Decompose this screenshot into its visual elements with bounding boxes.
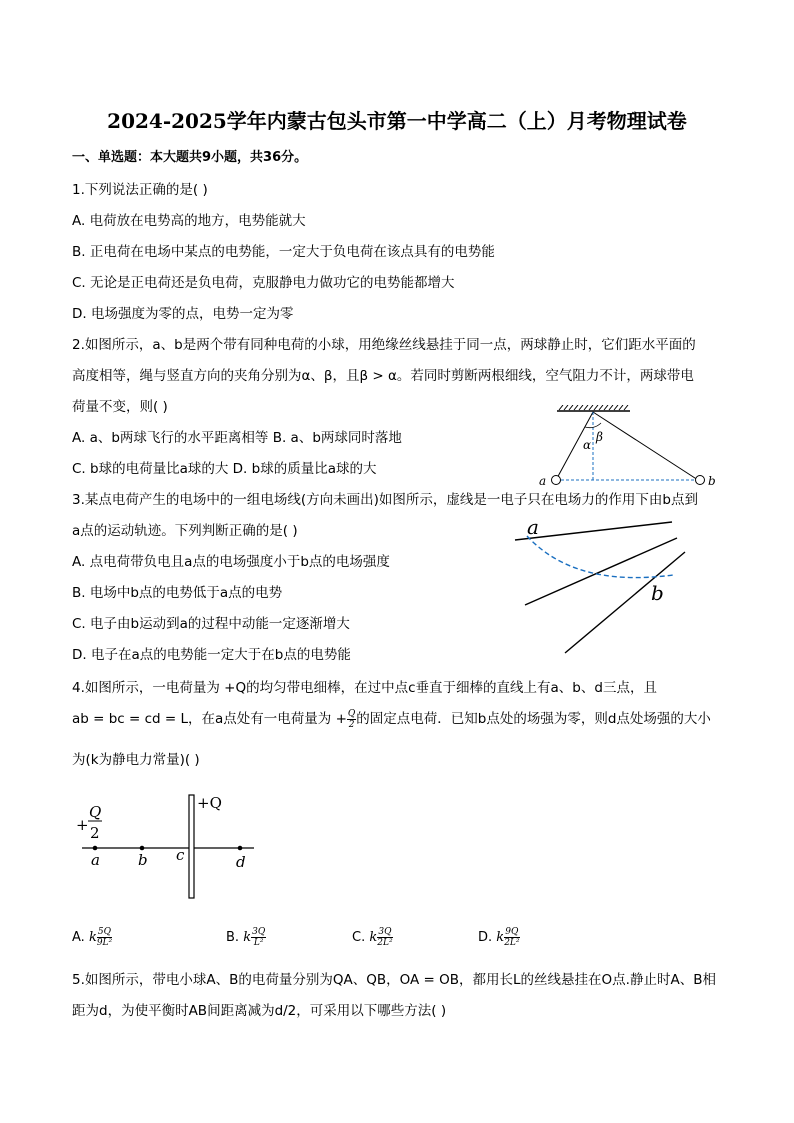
option-k: k [243, 930, 252, 945]
label-ball-a: a [539, 474, 547, 488]
q4-stem-line2 [72, 707, 711, 730]
label-c: c [176, 846, 185, 864]
q5-stem-line1: 5.如图所示，带电小球A、B的电荷量分别为QA、QB，OA = OB，都用长L的丝线悬挂在O点.静止时A、B相 [72, 972, 716, 988]
q2-options-cd: C. b球的电荷量比a球的大 D. b球的质量比a球的大 [72, 461, 377, 477]
frac-den: L² [253, 938, 264, 948]
q3-option-b: B. 电场中b点的电势低于a点的电势 [72, 585, 283, 601]
option-prefix: B. [226, 930, 240, 945]
frac-num: 3Q [378, 927, 392, 937]
q4-stem-line3: 为(k为静电力常量)( ) [72, 752, 200, 768]
point-d [238, 846, 243, 851]
option-fraction [97, 927, 112, 948]
rod-charge-label: +Q [197, 794, 222, 812]
option-k: k [369, 930, 378, 945]
q1-option-d: D. 电场强度为零的点，电势一定为零 [72, 306, 294, 322]
frac-den: 2L² [504, 938, 520, 948]
q4-option-b [226, 927, 266, 948]
charged-rod [189, 795, 194, 898]
ball-a [552, 476, 561, 485]
label-alpha: α [583, 438, 592, 452]
q3-option-c: C. 电子由b运动到a的过程中动能一定逐渐增大 [72, 616, 350, 632]
q2-figure [530, 405, 730, 490]
thread-b [593, 412, 698, 480]
q1-option-b: B. 正电荷在电场中某点的电势能，一定大于负电荷在该点具有的电势能 [72, 244, 495, 260]
page-title: 2024-2025学年内蒙古包头市第一中学高二（上）月考物理试卷 [107, 109, 687, 133]
q3-figure [505, 510, 695, 660]
option-prefix: C. [352, 930, 366, 945]
point-a [93, 846, 98, 851]
ceiling-hatch [559, 405, 628, 410]
q3-option-a: A. 点电荷带负电且a点的电场强度小于b点的电场强度 [72, 554, 390, 570]
label-ball-b: b [708, 474, 716, 488]
q2-stem-line2: 高度相等，绳与竖直方向的夹角分别为α、β，且β > α。若同时剪断两根细线，空气阻力不计，两球带电 [72, 368, 694, 384]
q4-figure [72, 790, 272, 905]
label-b: b [138, 851, 148, 869]
option-fraction [251, 927, 266, 948]
frac-den: 9L² [96, 938, 113, 948]
q4-option-c [352, 927, 393, 948]
q4-line2-post: 的固定点电荷．已知b点处的场强为零，则d点处场强的大小 [356, 711, 711, 727]
q2-stem-line3: 荷量不变，则( ) [72, 399, 168, 415]
point-charge-sign: + [76, 816, 89, 834]
q5-stem-line2: 距为d，为使平衡时AB间距离减为d/2，可采用以下哪些方法( ) [72, 1003, 447, 1019]
q2-options-ab: A. a、b两球飞行的水平距离相等 B. a、b两球同时落地 [72, 430, 402, 446]
point-b [140, 846, 145, 851]
q4-charge-fraction [347, 709, 356, 730]
point-charge-den: 2 [90, 824, 100, 842]
label-point-a: a [527, 515, 539, 539]
ball-b [696, 476, 705, 485]
q3-stem-line1: 3.某点电荷产生的电场中的一组电场线(方向未画出)如图所示，虚线是一电子只在电场力的作用下由b点到 [72, 492, 698, 508]
q1-option-c: C. 无论是正电荷还是负电荷，克服静电力做功它的电势能都增大 [72, 275, 455, 291]
option-fraction [377, 927, 392, 948]
section-heading: 一、单选题：本大题共9小题，共36分。 [72, 150, 308, 165]
q3-stem-line2: a点的运动轨迹。下列判断正确的是( ) [72, 523, 298, 539]
frac-num: 9Q [505, 927, 519, 937]
q4-option-d [478, 927, 520, 948]
point-charge-num: Q [89, 803, 102, 821]
option-prefix: D. [478, 930, 493, 945]
q4-frac-den: 2 [348, 719, 355, 730]
label-d: d [236, 853, 246, 871]
frac-num: 3Q [252, 927, 266, 937]
q2-stem-line1: 2.如图所示，a、b是两个带有同种电荷的小球，用绝缘丝线悬挂于同一点，两球静止时，它们距水平面的 [72, 337, 696, 353]
option-fraction [504, 927, 519, 948]
option-prefix: A. [72, 930, 85, 945]
q1-option-a: A. 电荷放在电势高的地方，电势能就大 [72, 213, 306, 229]
field-line-3 [565, 552, 685, 653]
option-k: k [88, 930, 97, 945]
q3-option-d: D. 电子在a点的电势能一定大于在b点的电势能 [72, 647, 351, 663]
label-beta: β [596, 430, 603, 444]
label-a: a [91, 851, 100, 869]
frac-den: 2L² [377, 938, 393, 948]
frac-num: 5Q [97, 927, 112, 937]
option-k: k [496, 930, 505, 945]
q1-stem: 1.下列说法正确的是( ) [72, 182, 208, 198]
label-point-b: b [651, 581, 664, 605]
q4-frac-num: Q [347, 708, 356, 719]
q4-option-a [72, 927, 112, 948]
q4-line2-pre: ab = bc = cd = L，在a点处有一电荷量为 + [72, 711, 347, 727]
q4-stem-line1: 4.如图所示，一电荷量为 +Q的均匀带电细棒，在过中点c垂直于细棒的直线上有a、b、d三点，且 [72, 680, 657, 696]
